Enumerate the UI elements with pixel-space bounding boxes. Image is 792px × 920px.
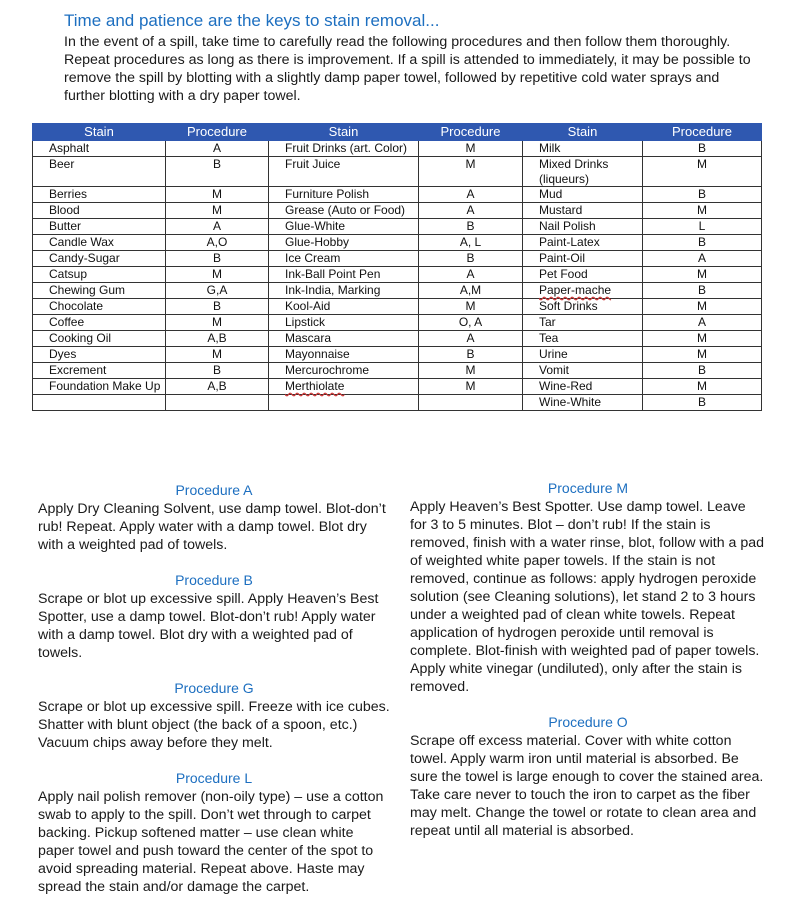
stain-cell: Nail Polish <box>523 219 643 235</box>
stain-cell: Mud <box>523 187 643 203</box>
procedure-cell: A, L <box>419 235 523 251</box>
stain-cell: Glue-Hobby <box>269 235 419 251</box>
page-title: Time and patience are the keys to stain removal... <box>64 11 440 30</box>
stain-cell: Mascara <box>269 331 419 347</box>
procedure-title: Procedure O <box>548 714 628 730</box>
procedure-cell: M <box>166 187 269 203</box>
procedure-cell: M <box>419 363 523 379</box>
procedure-g <box>38 679 390 752</box>
stain-cell: Vomit <box>523 363 643 379</box>
stain-cell: Wine-White <box>523 395 643 411</box>
stain-cell <box>269 395 419 411</box>
procedure-cell: B <box>166 251 269 267</box>
stain-cell: Grease (Auto or Food) <box>269 203 419 219</box>
procedure-cell: L <box>643 219 762 235</box>
stain-cell: Wine-Red <box>523 379 643 395</box>
procedure-cell: B <box>643 141 762 157</box>
stain-cell: Pet Food <box>523 267 643 283</box>
table-row <box>33 331 762 347</box>
procedure-title: Procedure M <box>547 480 629 496</box>
procedure-title: Procedure L <box>175 770 253 786</box>
procedure-cell: B <box>166 363 269 379</box>
procedure-cell: M <box>643 157 762 187</box>
procedure-o <box>410 713 766 840</box>
stain-cell: Chocolate <box>33 299 166 315</box>
table-row <box>33 219 762 235</box>
stain-cell: Coffee <box>33 315 166 331</box>
stain-cell: Candy-Sugar <box>33 251 166 267</box>
stain-cell: Foundation Make Up <box>33 379 166 395</box>
stain-cell: Soft Drinks <box>523 299 643 315</box>
stain-cell: Mixed Drinks (liqueurs) <box>523 157 643 187</box>
procedure-cell: A <box>643 315 762 331</box>
procedure-cell: B <box>643 187 762 203</box>
procedure-cell: A <box>166 219 269 235</box>
procedure-cell: A,B <box>166 379 269 395</box>
table-row <box>33 203 762 219</box>
table-row <box>33 267 762 283</box>
stain-cell: Glue-White <box>269 219 419 235</box>
table-row <box>33 347 762 363</box>
stain-cell: Ink-India, Marking <box>269 283 419 299</box>
procedure-a <box>38 481 390 554</box>
procedure-cell: A <box>419 267 523 283</box>
procedure-cell: M <box>643 331 762 347</box>
procedure-title: Procedure B <box>175 572 253 588</box>
procedure-cell: B <box>643 363 762 379</box>
procedure-title: Procedure G <box>174 680 254 696</box>
table-row <box>33 315 762 331</box>
procedure-cell: M <box>643 203 762 219</box>
table-row <box>33 187 762 203</box>
table-row <box>33 157 762 187</box>
procedure-cell: A <box>643 251 762 267</box>
intro-paragraph: In the event of a spill, take time to carefully read the following procedures and then follow them thoroughly. Repeat procedures as long as there is improvement. If a spill is attended to immediately, it may be possible to remove the spill by blotting with a slightly damp paper towel, followed by repetitive cold water sprays and further blotting with a dry paper towel. <box>64 34 751 104</box>
stain-cell: Catsup <box>33 267 166 283</box>
stain-table <box>32 123 762 411</box>
stain-cell: Mayonnaise <box>269 347 419 363</box>
stain-cell: Ink-Ball Point Pen <box>269 267 419 283</box>
table-header-row <box>33 124 762 141</box>
procedure-cell: M <box>419 141 523 157</box>
procedure-cell: A,B <box>166 331 269 347</box>
stain-cell: Lipstick <box>269 315 419 331</box>
stain-cell: Mercurochrome <box>269 363 419 379</box>
table-row <box>33 141 762 157</box>
stain-cell: Tea <box>523 331 643 347</box>
stain-cell: Fruit Drinks (art. Color) <box>269 141 419 157</box>
table-row <box>33 395 762 411</box>
procedure-cell: M <box>166 267 269 283</box>
procedure-cell: A <box>419 203 523 219</box>
table-row <box>33 283 762 299</box>
stain-cell <box>33 395 166 411</box>
procedure-m <box>410 479 766 696</box>
stain-cell: Asphalt <box>33 141 166 157</box>
procedure-cell: B <box>643 395 762 411</box>
procedure-cell: B <box>166 299 269 315</box>
procedure-cell: M <box>643 379 762 395</box>
stain-cell: Milk <box>523 141 643 157</box>
column-header: Stain <box>269 124 419 141</box>
stain-cell: Paint-Latex <box>523 235 643 251</box>
procedure-text: Apply Heaven’s Best Spotter. Use damp towel. Leave for 3 to 5 minutes. Blot – don’t rub! If the stain is removed, finish with a water rinse, blot, follow with a pad of weighted white paper towels. If the stain is not removed, continue as follows: apply hydrogen peroxide solution (see Cleaning solutions), let stand 2 to 3 hours under a weighted pad of clean white towels. Repeat application of hydrogen peroxide until removal is complete. Blot-finish with weighted pad of paper towels. Apply white vinegar (undiluted), only after the stain is removed. <box>410 499 765 695</box>
column-header: Procedure <box>643 124 762 141</box>
stain-cell: Chewing Gum <box>33 283 166 299</box>
procedure-cell <box>419 395 523 411</box>
procedure-cell: M <box>419 157 523 187</box>
procedure-text: Scrape or blot up excessive spill. Freeze with ice cubes. Shatter with blunt object (the back of a spoon, etc.) Vacuum chips away before they melt. <box>38 699 390 751</box>
table-row <box>33 235 762 251</box>
stain-cell: Butter <box>33 219 166 235</box>
procedure-cell: M <box>166 315 269 331</box>
table-row <box>33 251 762 267</box>
procedure-cell: A <box>419 187 523 203</box>
procedure-cell: A <box>166 141 269 157</box>
procedure-l <box>38 769 390 896</box>
procedure-cell: M <box>419 299 523 315</box>
stain-cell: Ice Cream <box>269 251 419 267</box>
procedure-text: Scrape or blot up excessive spill. Apply Heaven’s Best Spotter, use a damp towel. Blot-don’t rub! Apply water with a damp towel. Blot dry with a weighted pad of towels. <box>38 591 379 661</box>
stain-cell: Furniture Polish <box>269 187 419 203</box>
stain-cell: Merthiolate <box>269 379 419 395</box>
column-header: Procedure <box>166 124 269 141</box>
procedure-text: Apply Dry Cleaning Solvent, use damp towel. Blot-don’t rub! Repeat. Apply water with a damp towel. Blot dry with a weighted pad of towels. <box>38 501 386 553</box>
procedure-cell: B <box>419 219 523 235</box>
stain-cell: Paint-Oil <box>523 251 643 267</box>
procedure-cell: M <box>643 347 762 363</box>
stain-cell: Candle Wax <box>33 235 166 251</box>
stain-cell: Tar <box>523 315 643 331</box>
procedure-cell: B <box>419 347 523 363</box>
stain-cell: Paper-mache <box>523 283 643 299</box>
procedure-cell: G,A <box>166 283 269 299</box>
stain-cell: Cooking Oil <box>33 331 166 347</box>
procedure-cell: M <box>643 299 762 315</box>
procedure-cell: A <box>419 331 523 347</box>
procedure-b <box>38 571 390 662</box>
column-header: Procedure <box>419 124 523 141</box>
stain-cell: Excrement <box>33 363 166 379</box>
stain-cell: Kool-Aid <box>269 299 419 315</box>
stain-cell: Dyes <box>33 347 166 363</box>
procedure-cell: A,M <box>419 283 523 299</box>
procedure-cell: B <box>643 235 762 251</box>
procedure-cell: A,O <box>166 235 269 251</box>
procedure-title: Procedure A <box>175 482 253 498</box>
stain-cell: Blood <box>33 203 166 219</box>
procedure-cell: B <box>166 157 269 187</box>
table-row <box>33 363 762 379</box>
stain-cell: Urine <box>523 347 643 363</box>
stain-cell: Fruit Juice <box>269 157 419 187</box>
procedure-cell: M <box>643 267 762 283</box>
stain-cell: Mustard <box>523 203 643 219</box>
stain-cell: Beer <box>33 157 166 187</box>
procedure-cell: O, A <box>419 315 523 331</box>
procedure-cell <box>166 395 269 411</box>
table-row <box>33 379 762 395</box>
table-row <box>33 299 762 315</box>
column-header: Stain <box>523 124 643 141</box>
procedure-cell: M <box>166 203 269 219</box>
procedure-cell: M <box>166 347 269 363</box>
stain-cell: Berries <box>33 187 166 203</box>
procedure-cell: M <box>419 379 523 395</box>
procedure-cell: B <box>643 283 762 299</box>
column-header: Stain <box>33 124 166 141</box>
procedure-text: Apply nail polish remover (non-oily type) – use a cotton swab to apply to the spill. Don’t wet through to carpet backing. Pickup softened matter – use clean white paper towel and push toward the center of the spot to avoid spreading material. Repeat above. Haste may spread the stain and/or damage the carpet. <box>38 789 384 895</box>
procedure-text: Scrape off excess material. Cover with white cotton towel. Apply warm iron until material is absorbed. Be sure the towel is large enough to cover the stained area. Take care never to touch the iron to carpet as the fiber may melt. Change the towel or rotate to clean area and repeat until all material is absorbed. <box>410 733 764 839</box>
procedure-cell: B <box>419 251 523 267</box>
